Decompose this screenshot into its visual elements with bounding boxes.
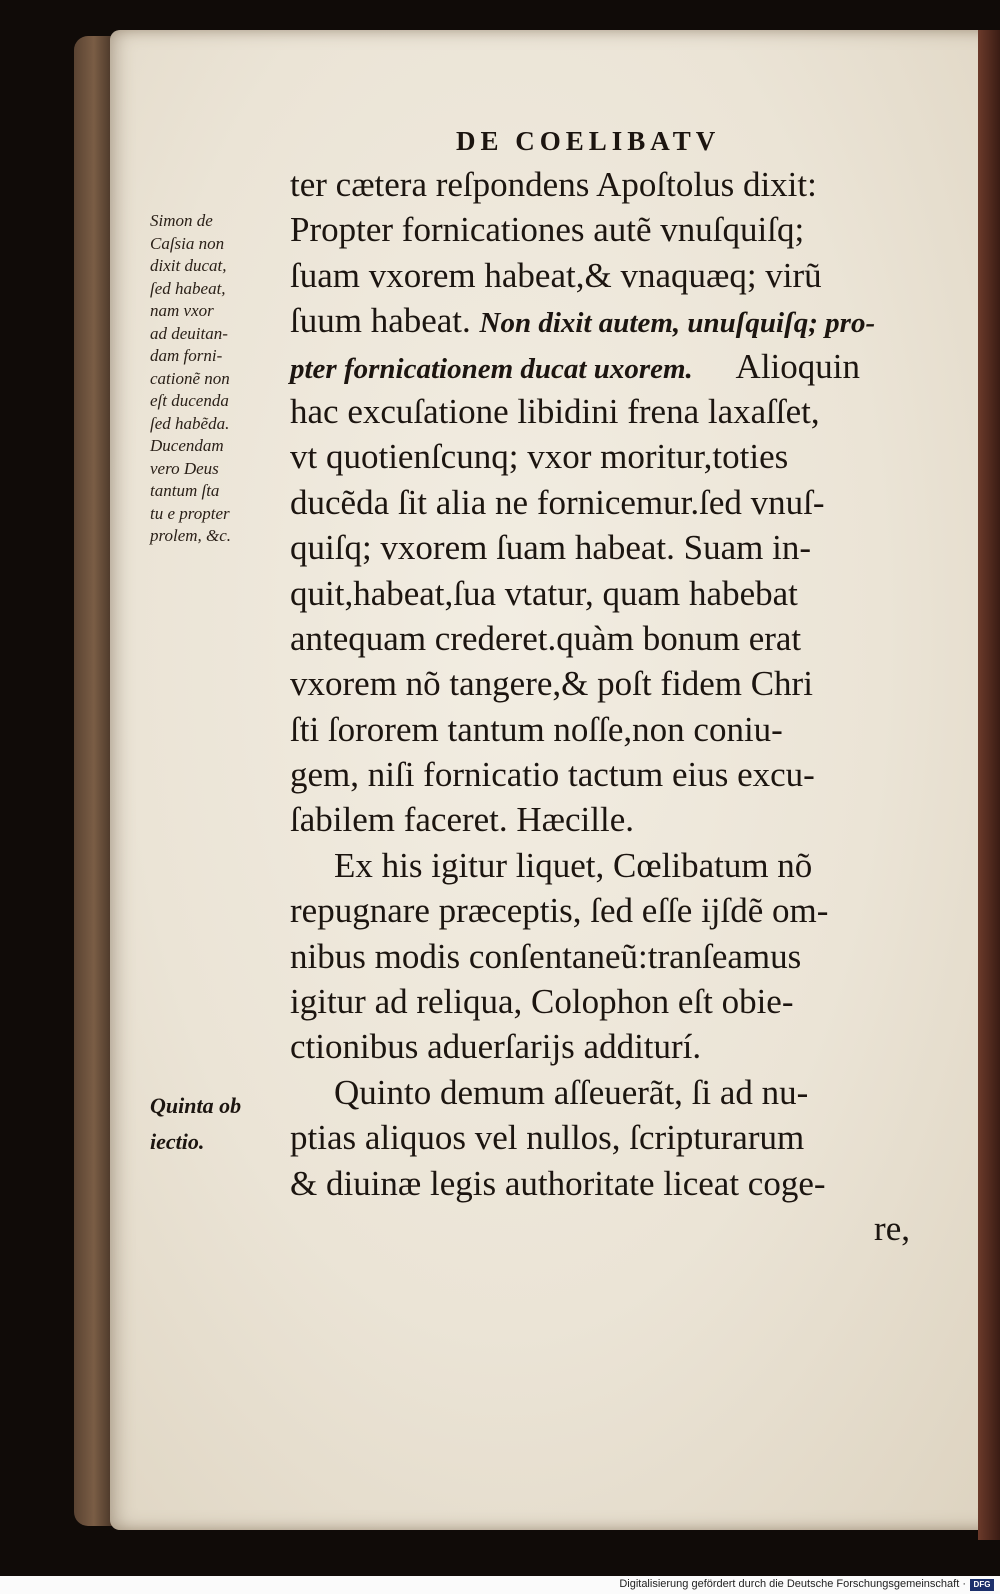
page-edge-right	[978, 30, 1000, 1540]
text-line: nibus modis conſentaneũ:tranſeamus	[290, 936, 802, 976]
text-line: quiſq; vxorem ſuam habeat. Suam in-	[290, 528, 812, 568]
italic-segment: Non dixit autem, unuſquiſq; pro-	[479, 307, 876, 340]
italic-segment: pter fornicationem ducat uxorem.	[290, 352, 693, 385]
catchword: re,	[874, 1208, 910, 1248]
margin-heading-line: Quinta ob	[150, 1093, 242, 1118]
margin-line: ſed habeat,	[150, 278, 226, 298]
text-line: vxorem nõ tangere,& poſt fidem Chri	[290, 664, 813, 704]
margin-line: nam vxor	[150, 301, 214, 320]
margin-line: cationẽ non	[150, 368, 230, 388]
text-line-mixed	[290, 298, 910, 343]
text-line: antequam crederet.quàm bonum erat	[290, 618, 802, 658]
margin-heading-line: iectio.	[150, 1129, 205, 1154]
running-head: DE COELIBATV	[456, 126, 721, 156]
marginal-note	[150, 210, 290, 548]
margin-line: dam forni-	[150, 346, 223, 365]
text-line: Quinto demum aſſeuerãt, ſi ad nu-	[334, 1072, 809, 1112]
marginal-heading	[150, 1088, 290, 1160]
text-line: repugnare præceptis, ſed eſſe ijſdẽ om-	[290, 891, 829, 931]
main-text-block	[290, 162, 910, 1251]
margin-line: dixit ducat,	[150, 256, 227, 275]
text-segment: Alioquin	[735, 346, 860, 386]
margin-line: Caſsia non	[150, 233, 225, 253]
text-line: ptias aliquos vel nullos, ſcripturarum	[290, 1118, 805, 1158]
margin-line: Ducendam	[150, 436, 224, 455]
margin-line: vero Deus	[150, 458, 219, 478]
text-segment: ſuum habeat.	[290, 301, 471, 341]
margin-line: ſed habẽda.	[150, 413, 230, 433]
text-line: ſti ſororem tantum noſſe,non coniu-	[290, 709, 783, 749]
text-line: ter cætera reſpondens Apoſtolus dixit:	[290, 165, 817, 204]
text-line: Propter fornicationes autẽ vnuſquiſq;	[290, 210, 805, 250]
text-line: igitur ad reliqua, Colophon eſt obie-	[290, 982, 794, 1022]
margin-line: eſt ducenda	[150, 391, 229, 410]
footer-credit: Digitalisierung gefördert durch die Deutsche Forschungsgemeinschaft ·	[619, 1578, 966, 1590]
margin-line: prolem, &c.	[150, 526, 232, 545]
text-line: hac excuſatione libidini frena laxaſſet,	[290, 391, 820, 431]
text-line: gem, niſi fornicatio tactum eius excu-	[290, 755, 815, 795]
margin-line: ad deuitan-	[150, 323, 228, 343]
text-line: ſabilem faceret. Hæcille.	[290, 800, 635, 840]
text-line: Ex his igitur liquet, Cœlibatum nõ	[334, 845, 813, 885]
text-line: vt quotienſcunq; vxor moritur,toties	[290, 437, 789, 477]
text-line: quit,habeat,ſua vtatur, quam habebat	[290, 573, 798, 613]
text-line: ducẽda ſit alia ne fornicemur.ſed vnuſ-	[290, 482, 825, 522]
text-line: ctionibus aduerſarijs additurí.	[290, 1027, 702, 1067]
dfg-logo: DFG	[970, 1579, 994, 1591]
margin-line: tu e propter	[150, 503, 230, 523]
margin-line: Simon de	[150, 211, 213, 230]
margin-line: tantum ſta	[150, 481, 220, 500]
text-line: & diuinæ legis authoritate liceat coge-	[290, 1163, 826, 1203]
text-line: ſuam vxorem habeat,& vnaquæq; virũ	[290, 255, 822, 295]
text-line-mixed	[290, 344, 910, 389]
